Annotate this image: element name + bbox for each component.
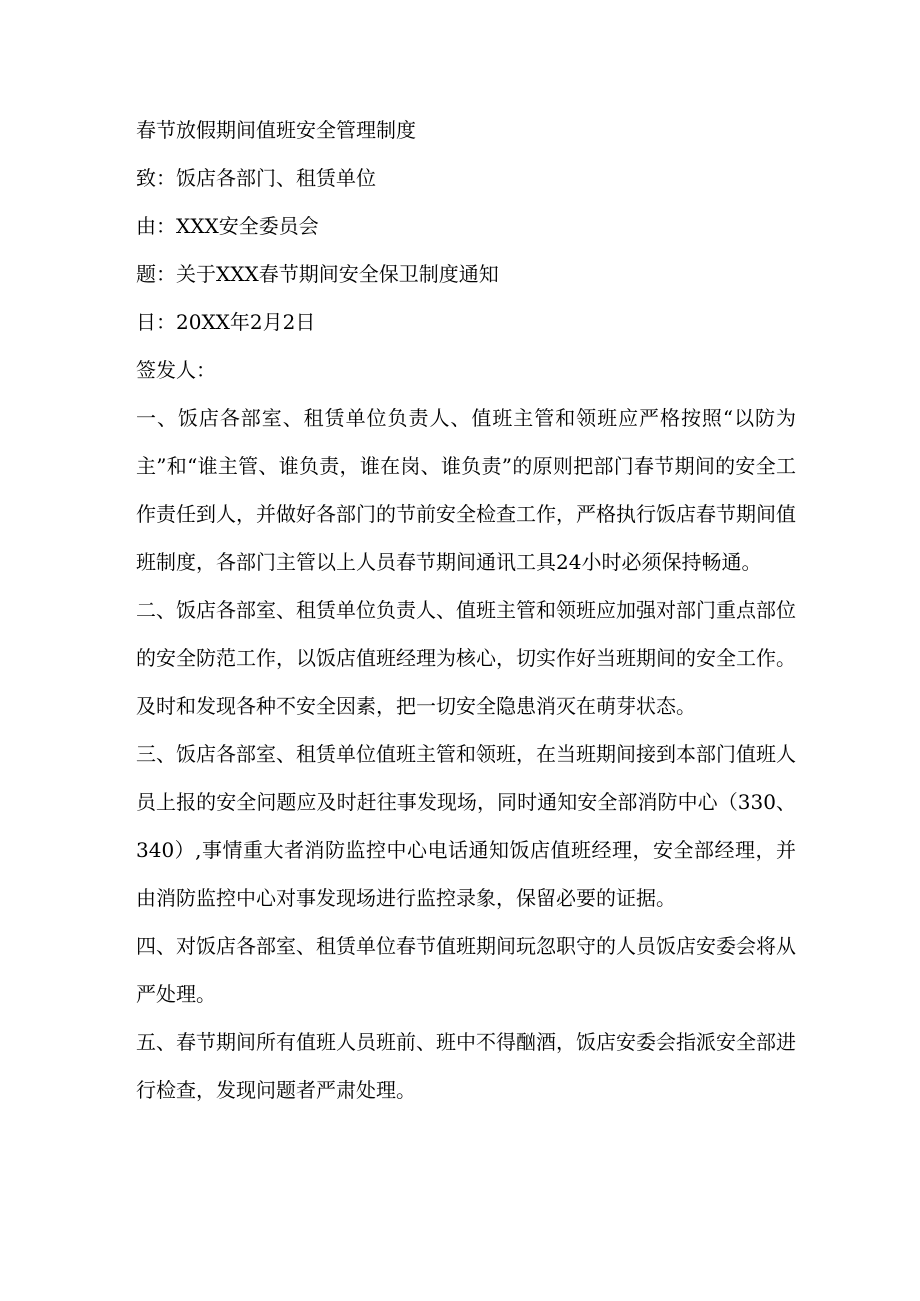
paragraph-3: 三、饭店各部室、租赁单位值班主管和领班，在当班期间接到本部门值班人员上报的安全问题应及时赶往事发现场，同时通知安全部消防中心（330、340）,事情重大者消防监控中心电话通知饭店值班经理，安全部经理，并由消防监控中心对事发现场进行监控录象，保留必要的证据。 [136, 742, 796, 910]
recipient-line: 致：饭店各部门、租赁单位 [136, 166, 376, 190]
paragraph-2: 二、饭店各部室、租赁单位负责人、值班主管和领班应加强对部门重点部位的安全防范工作，以饭店值班经理为核心，切实作好当班期间的安全工作。及时和发现各种不安全因素，把一切安全隐患消灭在萌芽状态。 [136, 598, 796, 718]
document-body [136, 106, 796, 1114]
signer-line: 签发人： [136, 358, 216, 382]
document-title: 春节放假期间值班安全管理制度 [136, 118, 416, 142]
paragraph-1: 一、饭店各部室、租赁单位负责人、值班主管和领班应严格按照“以防为主”和“谁主管、谁负责，谁在岗、谁负责”的原则把部门春节期间的安全工作责任到人，并做好各部门的节前安全检查工作，严格执行饭店春节期间值班制度，各部门主管以上人员春节期间通讯工具24小时必须保持畅通。 [136, 406, 796, 574]
date-line: 日：20XX年2月2日 [136, 310, 316, 334]
subject-line: 题：关于XXX春节期间安全保卫制度通知 [136, 262, 499, 286]
paragraph-5: 五、春节期间所有值班人员班前、班中不得酗酒，饭店安委会指派安全部进行检查，发现问题者严肃处理。 [136, 1030, 796, 1102]
paragraph-4: 四、对饭店各部室、租赁单位春节值班期间玩忽职守的人员饭店安委会将从严处理。 [136, 934, 796, 1006]
sender-line: 由：XXX安全委员会 [136, 214, 319, 238]
